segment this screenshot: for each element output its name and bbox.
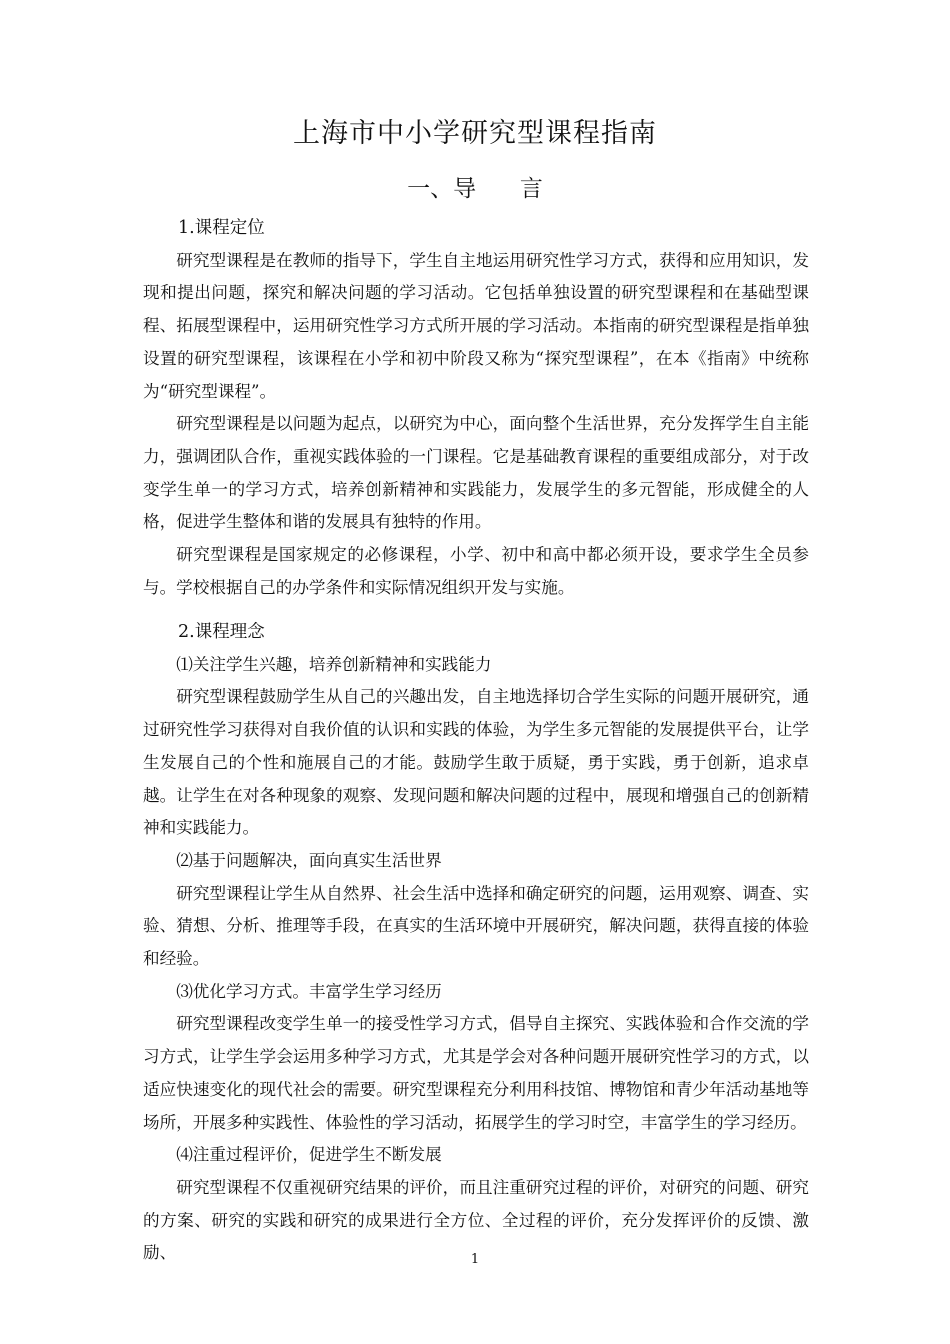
item-heading: ⑶优化学习方式。丰富学生学习经历	[176, 981, 442, 1001]
item-heading: ⑷注重过程评价，促进学生不断发展	[176, 1145, 442, 1165]
item-heading: ⑴关注学生兴趣，培养创新精神和实践能力	[176, 654, 492, 674]
section-course-philosophy	[143, 616, 809, 1270]
paragraph: 研究型课程让学生从自然界、社会生活中选择和确定研究的问题，运用观察、调查、实验、猜想、分析、推理等手段，在真实的生活环境中开展研究，解决问题，获得直接的体验和经验。	[143, 883, 809, 969]
subsection-heading: 1.课程定位	[178, 218, 265, 238]
subsection-heading: 2.课程理念	[178, 622, 265, 642]
item-heading: ⑵基于问题解决，面向真实生活世界	[176, 850, 442, 870]
document-title: 上海市中小学研究型课程指南	[293, 118, 657, 149]
paragraph: 研究型课程是在教师的指导下，学生自主地运用研究性学习方式，获得和应用知识，发现和提出问题，探究和解决问题的学习活动。它包括单独设置的研究型课程和在基础型课程、拓展型课程中，运用研究性学习方式所开展的学习活动。本指南的研究型课程是指单独设置的研究型课程，该课程在小学和初中阶段又称为“探究型课程”，在本《指南》中统称为“研究型课程”。	[143, 250, 809, 401]
section-heading-introduction: 一、导 言	[407, 176, 543, 202]
paragraph: 研究型课程是国家规定的必修课程，小学、初中和高中都必须开设，要求学生全员参与。学校根据自己的办学条件和实际情况组织开发与实施。	[143, 545, 809, 597]
paragraph: 研究型课程不仅重视研究结果的评价，而且注重研究过程的评价，对研究的问题、研究的方案、研究的实践和研究的成果进行全方位、全过程的评价，充分发挥评价的反馈、激励、	[143, 1177, 809, 1263]
paragraph: 研究型课程改变学生单一的接受性学习方式，倡导自主探究、实践体验和合作交流的学习方式，让学生学会运用多种学习方式，尤其是学会对各种问题开展研究性学习的方式，以适应快速变化的现代社会的需要。研究型课程充分利用科技馆、博物馆和青少年活动基地等场所，开展多种实践性、体验性的学习活动，拓展学生的学习时空，丰富学生的学习经历。	[143, 1014, 809, 1132]
paragraph: 研究型课程鼓励学生从自己的兴趣出发，自主地选择切合学生实际的问题开展研究，通过研究性学习获得对自我价值的认识和实践的体验，为学生多元智能的发展提供平台，让学生发展自己的个性和施展自己的才能。鼓励学生敢于质疑，勇于实践，勇于创新，追求卓越。让学生在对各种现象的观察、发现问题和解决问题的过程中，展现和增强自己的创新精神和实践能力。	[143, 687, 809, 838]
page-number: 1	[470, 1252, 480, 1267]
paragraph: 研究型课程是以问题为起点，以研究为中心，面向整个生活世界，充分发挥学生自主能力，强调团队合作，重视实践体验的一门课程。它是基础教育课程的重要组成部分，对于改变学生单一的学习方式，培养创新精神和实践能力，发展学生的多元智能，形成健全的人格，促进学生整体和谐的发展具有独特的作用。	[143, 414, 809, 532]
section-course-positioning	[143, 212, 809, 604]
